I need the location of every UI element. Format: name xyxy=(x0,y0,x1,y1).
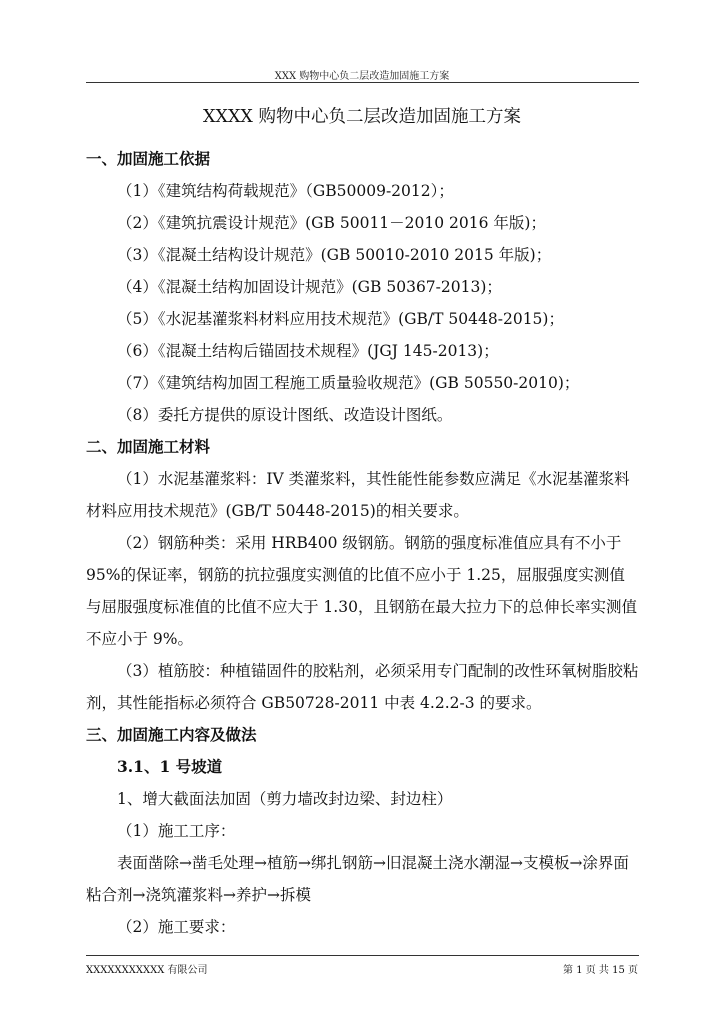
footer-page-number: 第 1 页 共 15 页 xyxy=(563,965,638,976)
running-header: XXX 购物中心负二层改造加固施工方案 xyxy=(274,71,450,82)
process-steps: 表面凿除→凿毛处理→植筋→绑扎钢筋→旧混凝土浇水潮湿→支模板→涂界面粘合剂→浇筑灌浆料→养护→拆模 xyxy=(86,854,629,904)
content-line: （1）施工工序： xyxy=(117,822,236,840)
basis-item: （8）委托方提供的原设计图纸、改造设计图纸。 xyxy=(117,406,453,424)
document-body xyxy=(86,143,639,943)
materials-paragraph: （1）水泥基灌浆料：IV 类灌浆料，其性能性能参数应满足《水泥基灌浆料材料应用技术规范》(GB/T 50448-2015)的相关要求。 xyxy=(86,470,630,520)
basis-item: （4）《混凝土结构加固设计规范》(GB 50367-2013)； xyxy=(117,278,502,296)
materials-paragraph: （3）植筋胶：种植锚固件的胶粘剂，必须采用专门配制的改性环氧树脂胶粘剂，其性能指标必须符合 GB50728-2011 中表 4.2.2-3 的要求。 xyxy=(86,662,639,712)
document-title: XXXX 购物中心负二层改造加固施工方案 xyxy=(203,107,521,127)
footer-company: XXXXXXXXXXX 有限公司 xyxy=(86,965,208,976)
basis-item: （1）《建筑结构荷载规范》（GB50009-2012）； xyxy=(117,182,454,200)
subsection-heading: 3.1、1 号坡道 xyxy=(117,757,223,776)
content-line: （2）施工要求： xyxy=(117,918,236,936)
basis-item: （5）《水泥基灌浆料材料应用技术规范》(GB/T 50448-2015)； xyxy=(117,310,564,328)
basis-item: （7）《建筑结构加固工程施工质量验收规范》(GB 50550-2010)； xyxy=(117,374,580,392)
section-heading-materials: 二、加固施工材料 xyxy=(86,437,211,456)
section-heading-basis: 一、加固施工依据 xyxy=(86,149,211,168)
basis-item: （6）《混凝土结构后锚固技术规程》(JGJ 145-2013)； xyxy=(117,342,499,360)
section-heading-content: 三、加固施工内容及做法 xyxy=(86,725,257,744)
footer-divider xyxy=(86,955,639,956)
basis-item: （2）《建筑抗震设计规范》(GB 50011－2010 2016 年版)； xyxy=(117,214,546,232)
header-divider xyxy=(86,82,639,83)
content-line: 1、增大截面法加固（剪力墙改封边梁、封边柱） xyxy=(117,790,453,808)
basis-item: （3）《混凝土结构设计规范》(GB 50010-2010 2015 年版)； xyxy=(117,246,552,264)
materials-paragraph: （2）钢筋种类：采用 HRB400 级钢筋。钢筋的强度标准值应具有不小于 95%的保证率，钢筋的抗拉强度实测值的比值不应小于 1.25，屈服强度实测值与屈服强度标准值的比值不应大于 1.30，且钢筋在最大拉力下的总伸长率实测值不应小于 9%。 xyxy=(86,534,637,648)
